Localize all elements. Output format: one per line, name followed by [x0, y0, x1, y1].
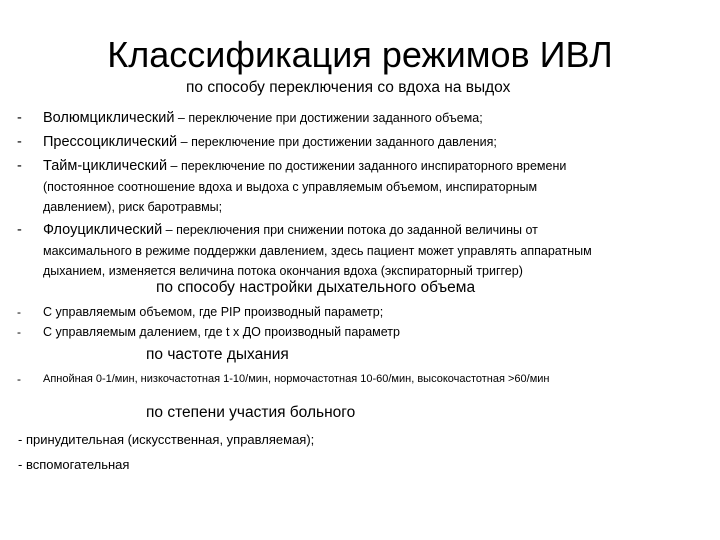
term-label: Флоуциклический — [43, 222, 163, 238]
bullet-dash: - — [17, 134, 22, 150]
list-item-assisted: - вспомогательная — [18, 457, 130, 472]
bullet-dash: - — [17, 305, 21, 319]
slide-title: Классификация режимов ИВЛ — [107, 34, 613, 75]
item-text: С управляемым далением, где t x ДО производный параметр — [43, 325, 400, 339]
bullet-dash: - — [17, 325, 21, 339]
bullet-dash: - — [17, 372, 21, 386]
term-label: Прессоциклический — [43, 134, 178, 150]
term-label: Тайм-циклический — [43, 158, 168, 174]
term-description: – переключение при достижении заданного давления; — [177, 135, 497, 149]
bullet-dash: - — [17, 158, 22, 174]
section-heading-switching: по способу переключения со вдоха на выдох — [186, 79, 511, 96]
bullet-dash: - — [17, 222, 22, 238]
description-line: дыханием, изменяется величина потока окончания вдоха (экспираторный триггер) — [43, 264, 523, 278]
item-text: С управляемым объемом, где PIP производный параметр; — [43, 305, 384, 319]
section-heading-patient-participation: по степени участия больного — [146, 404, 356, 421]
description-line: давлением), риск баротравмы; — [43, 200, 223, 214]
bullet-dash: - — [17, 110, 22, 126]
section-heading-volume-setting: по способу настройки дыхательного объема — [156, 279, 476, 296]
item-text: Апнойная 0-1/мин, низкочастотная 1-10/мин, нормочастотная 10-60/мин, высокочастотная >60/мин — [43, 373, 550, 385]
term-description: – переключение по достижении заданного инспираторного времени — [167, 159, 567, 173]
description-line: (постоянное соотношение вдоха и выдоха с управляемым объемом, инспираторным — [43, 180, 538, 194]
term-description: – переключение при достижении заданного объема; — [174, 111, 483, 125]
term-description: – переключения при снижении потока до заданной величины от — [162, 223, 538, 237]
term-label: Волюмциклический — [43, 110, 175, 126]
description-line: максимального в режиме поддержки давлением, здесь пациент может управлять аппаратным — [43, 244, 592, 258]
section-heading-frequency: по частоте дыхания — [146, 346, 289, 363]
list-item-mandatory: - принудительная (искусственная, управляемая); — [18, 432, 315, 447]
